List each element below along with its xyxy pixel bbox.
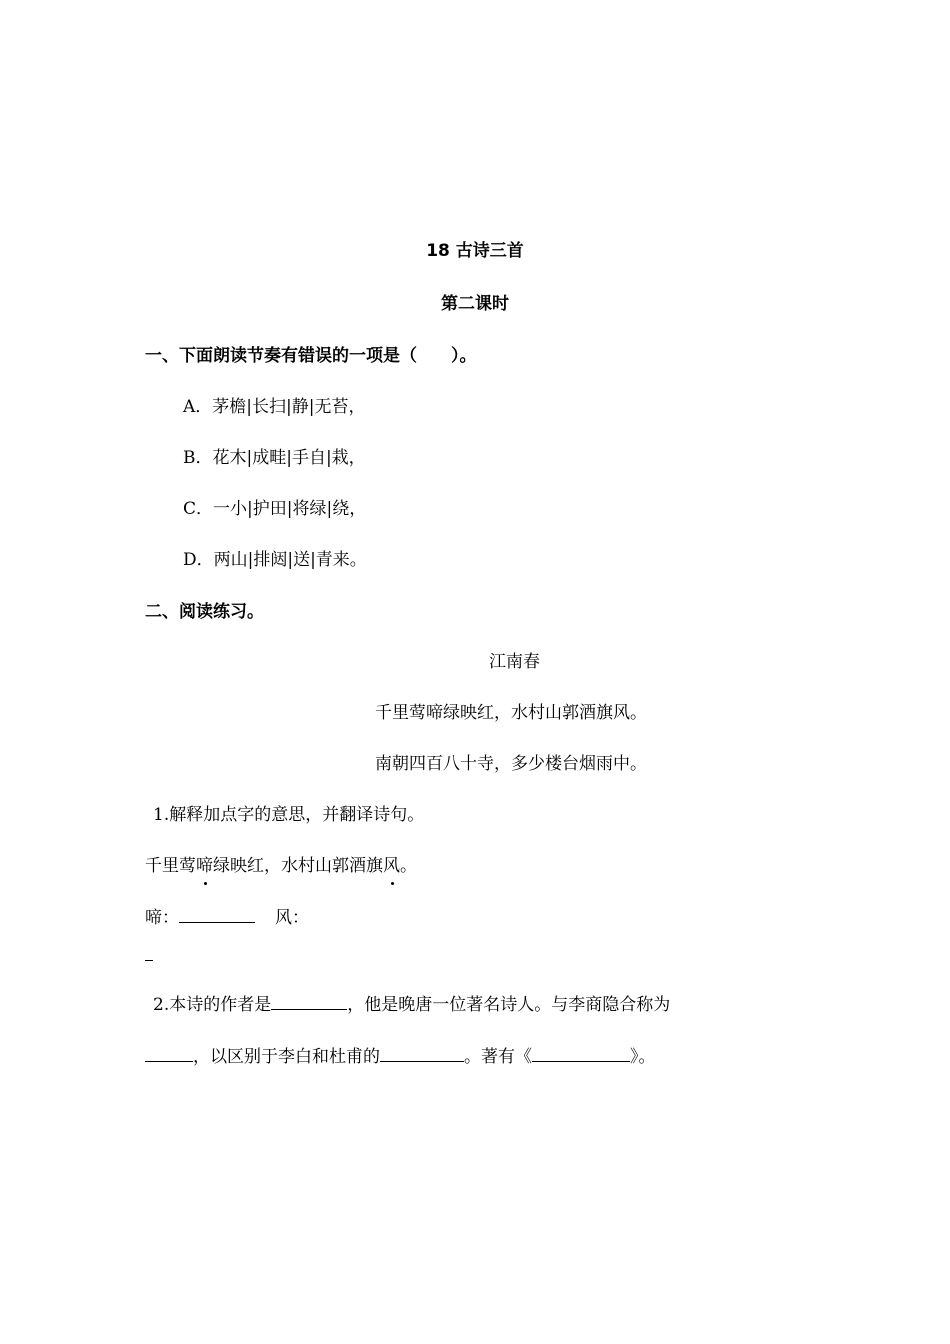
author-blank[interactable] xyxy=(271,1008,347,1010)
option-a: A．茅檐|长扫|静|无苔， xyxy=(183,397,366,417)
question-2-line-2 xyxy=(145,1042,656,1067)
poem-line-2: 南朝四百八十寺，多少楼台烟雨中。 xyxy=(375,754,647,774)
section1-heading: 一、下面朗读节奏有错误的一项是（ ）。 xyxy=(145,346,477,366)
answer-blank-ti[interactable] xyxy=(179,921,255,923)
question-2-text: 。著有《 xyxy=(464,1047,532,1067)
work-title-blank[interactable] xyxy=(532,1060,630,1062)
poem-line-text: 。 xyxy=(400,856,417,876)
question-1-poem-line xyxy=(145,851,417,876)
answer-label-feng: 风： xyxy=(275,908,309,928)
poem-line-text: 千里莺 xyxy=(145,856,196,876)
question-2-text: 》。 xyxy=(630,1047,656,1067)
joint-name-blank[interactable] xyxy=(145,1060,193,1062)
distinction-blank[interactable] xyxy=(380,1060,464,1062)
question-2-text: ，他是晚唐一位著名诗人。与李商隐合称为 xyxy=(347,995,671,1015)
option-b: B．花木|成畦|手自|栽， xyxy=(183,448,366,468)
answer-blank-feng[interactable] xyxy=(145,960,153,961)
page-title: 18 古诗三首 xyxy=(426,241,524,261)
dotted-char-feng: 风 xyxy=(383,851,400,876)
question-2-text: ，以区别于李白和杜甫的 xyxy=(193,1047,380,1067)
dotted-char-ti: 啼 xyxy=(196,851,213,876)
question-1-prompt: 1.解释加点字的意思，并翻译诗句。 xyxy=(153,805,425,825)
section2-heading: 二、阅读练习。 xyxy=(145,602,264,622)
option-c: C．一小|护田|将绿|绕， xyxy=(183,499,367,519)
poem-line-1: 千里莺啼绿映红，水村山郭酒旗风。 xyxy=(375,703,647,723)
question-2-line-1 xyxy=(153,990,670,1015)
answer-label-ti: 啼： xyxy=(145,908,179,928)
question-2-text: 2.本诗的作者是 xyxy=(153,995,272,1015)
poem-line-text: 绿映红，水村山郭酒旗 xyxy=(213,856,383,876)
page-subtitle: 第二课时 xyxy=(441,294,509,314)
option-d: D．两山|排闼|送|青来。 xyxy=(183,550,367,570)
poem-title: 江南春 xyxy=(489,652,540,672)
answer-line-ti xyxy=(145,903,309,928)
